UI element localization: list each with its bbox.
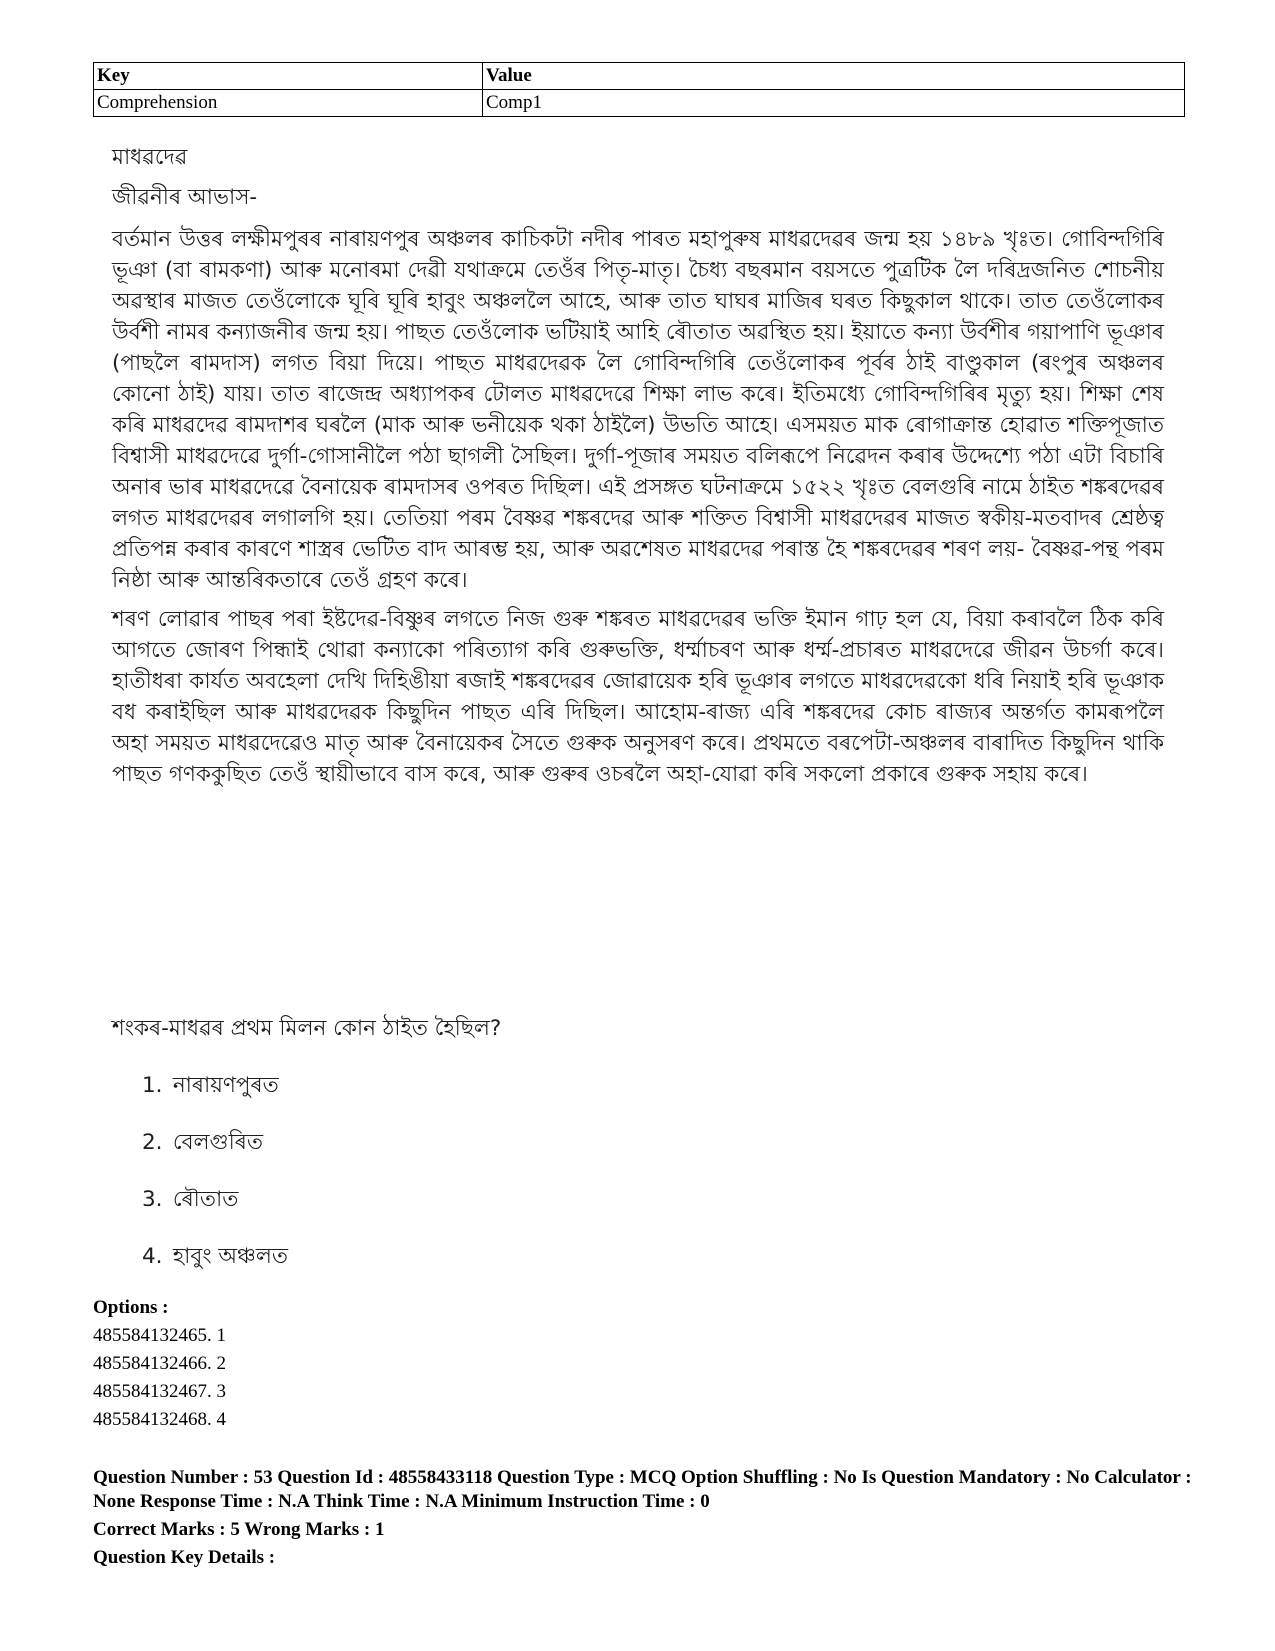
- key-details-line: Question Key Details :: [93, 1547, 276, 1568]
- question-text: শংকৰ-মাধৱৰ প্ৰথম মিলন কোন ঠাইত হৈছিল?: [112, 1016, 502, 1041]
- choice-item: [142, 1237, 288, 1294]
- passage-paragraph-2: শৰণ লোৱাৰ পাছৰ পৰা ইষ্টদেৱ-বিষ্ণুৰ লগতে নিজ গুৰু শঙ্কৰত মাধৱদেৱৰ ভক্তি ইমান গাঢ় হল যে, বিয়া কৰাবলৈ ঠিক কৰি আগতে জোৰণ পিন্ধাই থোৱা কন্যাকো পৰিত্যাগ কৰি গুৰুভক্তি, ধৰ্ম্মাচৰণ আৰু ধৰ্ম্ম-প্ৰচাৰত মাধৱদেৱে জীৱন উচৰ্গা কৰে। হাতীধৰা কাৰ্যত অবহেলা দেখি দিহিঙীয়া ৰজাই শঙ্কৰদেৱৰ জোৱায়েক হৰি ভূঞাৰ লগতে মাধৱদেৱকো ধৰি নিয়াই হৰি ভূঞাক বধ কৰাইছিল আৰু মাধৱদেৱক কিছুদিন পাছত এৰি দিছিল। আহোম-ৰাজ্য এৰি শঙ্কৰদেৱ কোচ ৰাজ্যৰ অন্তৰ্গত কামৰূপলৈ অহা সময়ত মাধৱদেৱেও মাতৃ আৰু বৈনায়েকৰ সৈতে গুৰুক অনুসৰণ কৰে। প্ৰথমতে বৰপেটা-অঞ্চলৰ বাৰাদিত কিছুদিন থাকি পাছত গণককুছিত তেওঁ স্থায়ীভাবে বাস কৰে, আৰু গুৰুৰ ওচৰলৈ অহা-যোৱা কৰি সকলো প্ৰকাৰে গুৰুক সহায় কৰে।: [112, 607, 1164, 787]
- option-id-item: 485584132468. 4: [93, 1409, 226, 1430]
- passage-paragraph-1: বৰ্তমান উত্তৰ লক্ষীমপুৰৰ নাৰায়ণপুৰ অঞ্চলৰ কাচিকটা নদীৰ পাৰত মহাপুৰুষ মাধৱদেৱৰ জন্ম হয় ১৪৮৯ খৃঃত। গোবিন্দগিৰি ভূঞা (বা ৰামকণা) আৰু মনোৰমা দেৱী যথাক্ৰমে তেওঁৰ পিতৃ-মাতৃ। চৈধ্য বছৰমান বয়সতে পুত্ৰটিক লৈ দৰিদ্ৰজনিত শোচনীয় অৱস্থাৰ মাজত তেওঁলোকে ঘূৰি ঘূৰি হাবুং অঞ্চললৈ আহে, আৰু তাত ঘাঘৰ মাজিৰ ঘৰত কিছুকাল থাকে। তাত তেওঁলোকৰ উৰ্বশী নামৰ কন্যাজনীৰ জন্ম হয়। পাছত তেওঁলোক ভটিয়াই আহি ৰৌতাত অৱস্থিত হয়। ইয়াতে কন্যা উৰ্বশীৰ গয়াপাণি ভূঞাৰ (পাছলৈ ৰামদাস) লগত বিয়া দিয়ে। পাছত মাধৱদেৱক লৈ গোবিন্দগিৰি তেওঁলোকৰ পূৰ্বৰ ঠাই বাণ্ডুকাল (ৰংপুৰ অঞ্চলৰ কোনো ঠাই) যায়। তাত ৰাজেন্দ্ৰ অধ্যাপকৰ টোলত মাধৱদেৱে শিক্ষা লাভ কৰে। ইতিমধ্যে গোবিন্দগিৰিৰ মৃত্যু হয়। শিক্ষা শেষ কৰি মাধৱদেৱ ৰামদাশৰ ঘৰলৈ (মাক আৰু ভনীয়েক থকা ঠাইলৈ) উভতি আহে। এসময়ত মাক ৰোগাক্ৰান্ত হোৱাত শক্তিপূজাত বিশ্বাসী মাধৱদেৱে দুৰ্গা-গোসানীলৈ পঠা ছাগলী সৈছিল। দুৰ্গা-পূজাৰ সময়ত বলিৰূপে নিৱেদন কৰাৰ উদ্দেশ্যে পঠা এটা বিচাৰি অনাৰ ভাৰ মাধৱদেৱে বৈনায়েক ৰামদাসৰ ওপৰত দিছিল। এই প্ৰসঙ্গত ঘটনাক্ৰমে ১৫২২ খৃঃত বেলগুৰি নামে ঠাইত শঙ্কৰদেৱৰ লগত মাধৱদেৱৰ লগালগি হয়। তেতিয়া পৰম বৈষ্ণৱ শঙ্কৰদেৱ আৰু শক্তিত বিশ্বাসী মাধৱদেৱৰ মাজত স্বকীয়-মতবাদৰ শ্ৰেষ্ঠত্ব প্ৰতিপন্ন কৰাৰ কাৰণে শাস্ত্ৰৰ ভেটিত বাদ আৰম্ভ হয়, আৰু অৱশেষত মাধৱদেৱ পৰাস্ত হৈ শঙ্কৰদেৱৰ শৰণ লয়- বৈষ্ণৱ-পন্থ পৰম নিষ্ঠা আৰু আন্তৰিকতাৰে তেওঁ গ্ৰহণ কৰে।: [112, 227, 1164, 593]
- value-cell: Comp1: [483, 90, 1185, 117]
- choice-item: [142, 1066, 288, 1123]
- choice-text: নাৰায়ণপুৰত: [172, 1073, 279, 1098]
- option-id-item: 485584132465. 1: [93, 1325, 226, 1346]
- key-cell: Comprehension: [94, 90, 483, 117]
- marks-line: Correct Marks : 5 Wrong Marks : 1: [93, 1519, 385, 1540]
- options-list: [93, 1294, 226, 1434]
- options-heading: Options :: [93, 1297, 169, 1318]
- comprehension-passage: [112, 130, 1164, 798]
- choice-text: হাবুং অঞ্চলত: [172, 1244, 288, 1269]
- key-header: Key: [94, 63, 483, 90]
- choice-number: 1.: [142, 1073, 163, 1098]
- key-value-table: [93, 62, 1185, 117]
- choice-number: 4.: [142, 1244, 163, 1269]
- choice-text: ৰৌতাত: [172, 1187, 239, 1212]
- option-id-item: 485584132467. 3: [93, 1381, 226, 1402]
- question-metadata: [93, 1466, 1193, 1574]
- choice-number: 2.: [142, 1130, 163, 1155]
- passage-subtitle: জীৱনীৰ আভাস-: [112, 185, 258, 210]
- answer-choices: [142, 1066, 288, 1294]
- choice-item: [142, 1123, 288, 1180]
- choice-item: [142, 1180, 288, 1237]
- table-header-row: [94, 63, 1185, 90]
- value-header: Value: [483, 63, 1185, 90]
- option-id-item: 485584132466. 2: [93, 1353, 226, 1374]
- choice-text: বেলগুৰিত: [172, 1130, 264, 1155]
- table-row: [94, 90, 1185, 117]
- choice-number: 3.: [142, 1187, 163, 1212]
- question-info-line: Question Number : 53 Question Id : 48558433118 Question Type : MCQ Option Shuffling : No Is Question Mandatory : No Calculator : None Response Time : N.A Think Time : N.A Minimum Instruction Time : 0: [93, 1467, 1192, 1512]
- passage-title: মাধৱদেৱ: [112, 145, 188, 170]
